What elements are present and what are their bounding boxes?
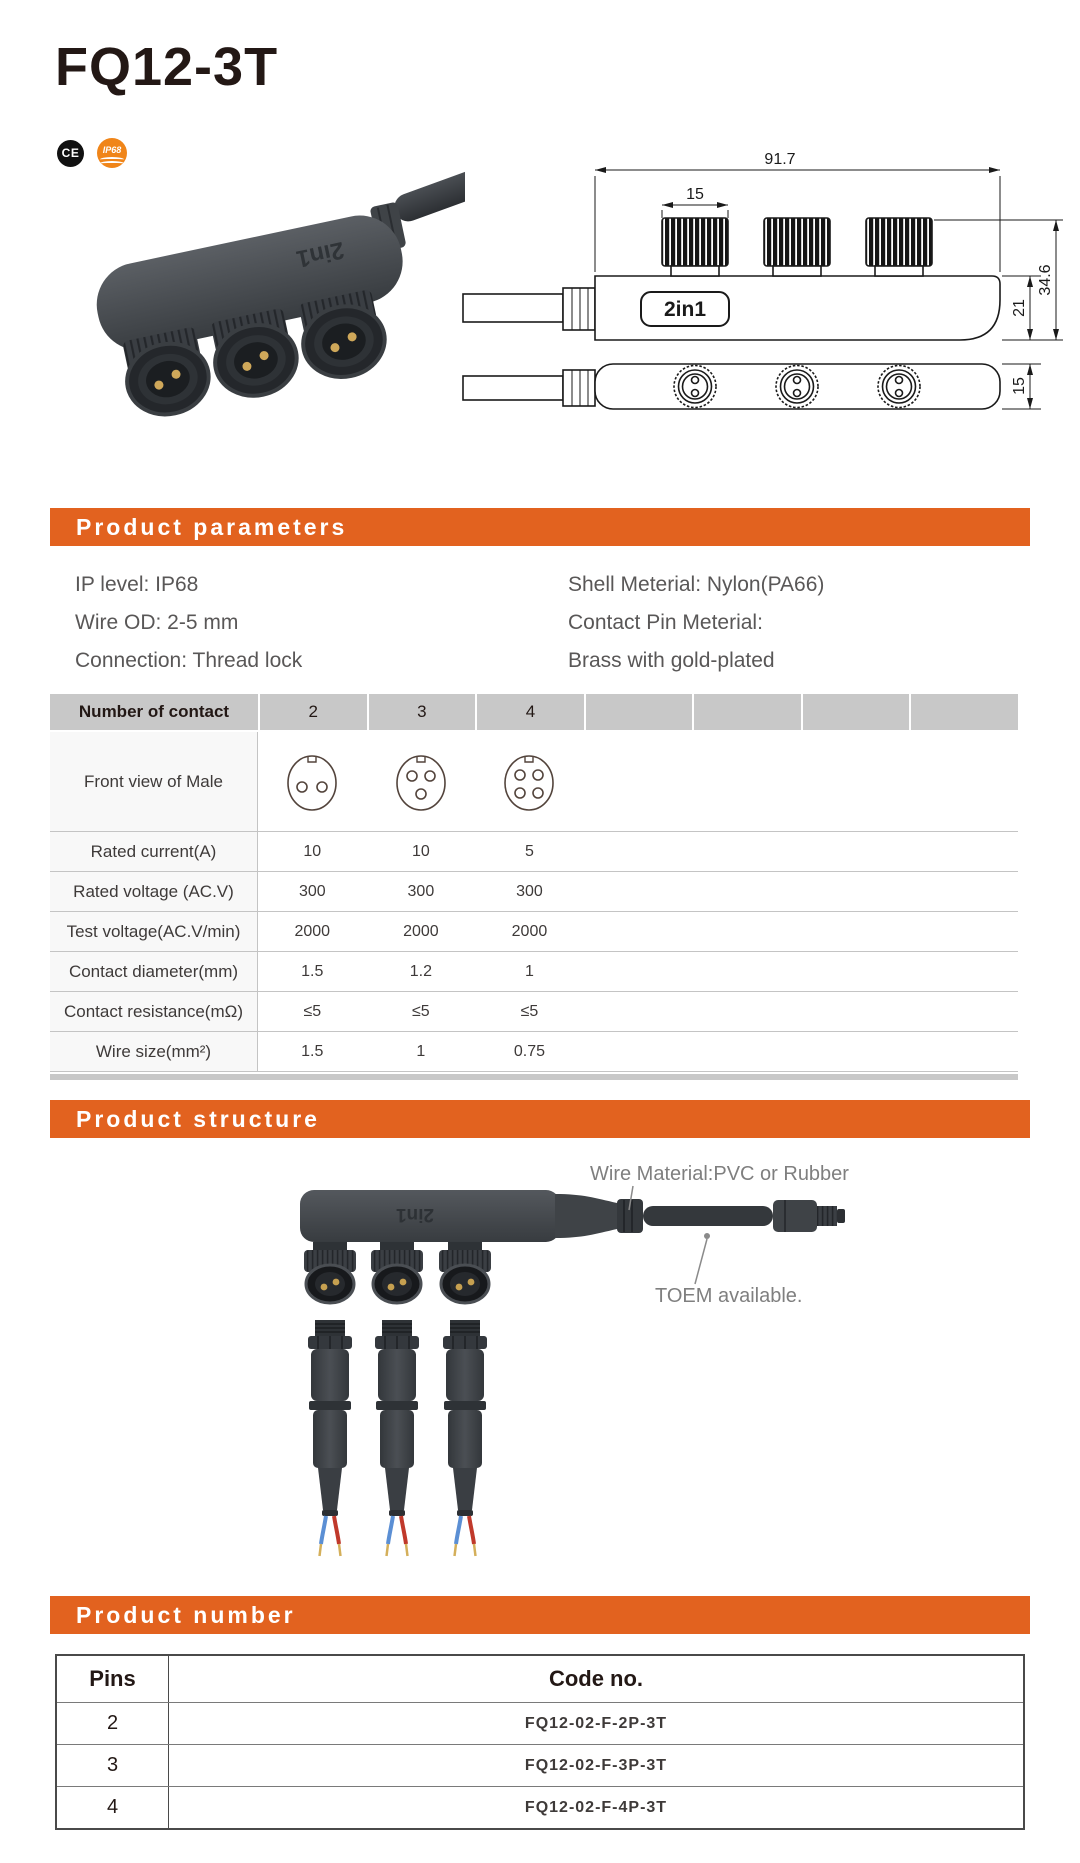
table-row <box>50 992 1018 1032</box>
empty-cell <box>584 832 693 871</box>
specs-left <box>75 566 302 680</box>
row-label: Contact diameter(mm) <box>50 952 258 991</box>
tip-cap <box>837 1209 845 1223</box>
row-label: Test voltage(AC.V/min) <box>50 912 258 951</box>
table-row <box>57 1702 1023 1744</box>
specs-right <box>568 566 824 680</box>
empty-cell <box>909 872 1018 911</box>
empty-cell <box>584 912 693 951</box>
empty-cell <box>909 992 1018 1031</box>
column-header-code: Code no. <box>548 1666 644 1691</box>
table-row <box>50 912 1018 952</box>
dim-side-height: 15 <box>1011 377 1028 395</box>
row-label: Rated voltage (AC.V) <box>50 872 258 911</box>
cell-value: ≤5 <box>412 1002 430 1020</box>
empty-cell <box>584 1032 693 1071</box>
female-port <box>371 1242 423 1303</box>
pins-value: 4 <box>57 1787 169 1828</box>
empty-cell <box>692 832 801 871</box>
pins-value: 2 <box>57 1703 169 1744</box>
cell-value: 10 <box>411 842 430 860</box>
empty-cell <box>692 992 801 1031</box>
2in1-label: 2in1 <box>663 298 707 321</box>
empty-cell <box>801 952 910 991</box>
empty-cell <box>801 872 910 911</box>
table-row <box>57 1744 1023 1786</box>
body-transition <box>555 1194 617 1238</box>
empty-cell <box>801 912 910 951</box>
cell-value: 300 <box>298 882 326 900</box>
certification-badges <box>57 138 127 168</box>
cell-value: 0.75 <box>513 1042 546 1060</box>
empty-cell <box>584 992 693 1031</box>
column-header-empty <box>586 694 693 730</box>
spec-line: Wire OD: 2-5 mm <box>75 611 239 634</box>
ce-icon: CE <box>57 140 84 167</box>
cell-value: 1.5 <box>301 962 324 980</box>
spec-line: Contact Pin Meterial: <box>568 611 763 634</box>
connector-body-3d <box>84 165 465 420</box>
strain-relief <box>563 370 595 406</box>
pin-diagram-4 <box>475 732 584 831</box>
embossed-2in1-label: 2in1 <box>293 235 347 273</box>
dim-overall-width: 91.7 <box>764 151 796 168</box>
dim-body-height: 21 <box>1011 299 1028 317</box>
product-number-table <box>55 1654 1025 1830</box>
bottom-view <box>463 364 1000 409</box>
table-row-front-view <box>50 732 1018 832</box>
empty-cell <box>692 952 801 991</box>
cell-value: ≤5 <box>520 1002 539 1020</box>
port <box>294 288 391 384</box>
section-header-structure: Product structure <box>50 1100 1030 1138</box>
empty-cell <box>909 952 1018 991</box>
empty-cell <box>801 832 910 871</box>
technical-drawing <box>445 148 1070 420</box>
cell-value: 5 <box>524 842 534 860</box>
row-label: Wire size(mm²) <box>50 1032 258 1071</box>
wire-material-note: Wire Material:PVC or Rubber <box>590 1163 849 1185</box>
empty-cell <box>801 992 910 1031</box>
female-port <box>304 1242 356 1303</box>
cell-value: 10 <box>303 842 322 860</box>
empty-cell <box>692 732 801 831</box>
leader-dot <box>704 1233 710 1239</box>
code-value: FQ12-02-F-4P-3T <box>524 1798 668 1816</box>
male-connector <box>308 1320 352 1556</box>
empty-cell <box>692 872 801 911</box>
empty-cell <box>801 1032 910 1071</box>
page-title: FQ12-3T <box>55 37 279 97</box>
cable <box>463 376 563 400</box>
cell-value: 1.2 <box>409 962 432 980</box>
code-value: FQ12-02-F-2P-3T <box>524 1714 668 1732</box>
empty-cell <box>801 732 910 831</box>
empty-cell <box>692 912 801 951</box>
code-value: FQ12-02-F-3P-3T <box>524 1756 668 1774</box>
port-face <box>776 366 818 408</box>
column-header-pins: Pins <box>57 1656 169 1702</box>
knob <box>662 218 728 276</box>
column-header: 3 <box>369 694 476 730</box>
port <box>206 307 303 403</box>
row-label: Contact resistance(mΩ) <box>50 992 258 1031</box>
side-view <box>463 218 1000 340</box>
section-header-number: Product number <box>50 1596 1030 1634</box>
dim-total-height: 34.6 <box>1037 264 1054 296</box>
empty-cell <box>692 1032 801 1071</box>
cell-value: 300 <box>407 882 435 900</box>
cell-value: 300 <box>516 882 543 900</box>
knob <box>764 218 830 276</box>
row-label: Front view of Male <box>50 732 258 831</box>
table-header-row <box>57 1656 1023 1702</box>
cell-value: 2000 <box>511 922 548 940</box>
table-row <box>50 1032 1018 1072</box>
column-header-empty <box>911 694 1018 730</box>
empty-cell <box>909 1032 1018 1071</box>
female-port <box>439 1242 491 1303</box>
empty-cell <box>584 732 693 831</box>
column-header: 2 <box>260 694 367 730</box>
parameters-table <box>50 694 1018 1080</box>
empty-cell <box>584 952 693 991</box>
pin-diagram-3 <box>367 732 476 831</box>
knob <box>866 218 932 276</box>
cell-value: 1.5 <box>301 1042 324 1060</box>
column-header: 4 <box>477 694 584 730</box>
thread-tip <box>817 1206 837 1226</box>
cable <box>463 294 563 322</box>
male-connector <box>375 1320 419 1556</box>
table-bottom-bar <box>50 1074 1018 1080</box>
port <box>118 326 215 420</box>
leader-line <box>695 1239 707 1284</box>
cell-value: 1 <box>416 1042 426 1060</box>
empty-cell <box>909 832 1018 871</box>
embossed-2in1-label: 2in1 <box>395 1204 435 1225</box>
table-row <box>50 832 1018 872</box>
row-label: Rated current(A) <box>50 832 258 871</box>
cell-value: 1 <box>524 962 534 980</box>
table-row <box>50 872 1018 912</box>
spec-line: Brass with gold-plated <box>568 649 775 672</box>
spec-line: Connection: Thread lock <box>75 649 303 672</box>
table-row <box>57 1786 1023 1828</box>
section-header-parameters: Product parameters <box>50 508 1030 546</box>
table-row <box>50 952 1018 992</box>
oem-note: TOEM available. <box>655 1285 803 1307</box>
structure-illustration <box>225 1150 890 1560</box>
port-face <box>878 366 920 408</box>
cell-value: ≤5 <box>303 1002 322 1020</box>
ip68-icon: IP68 <box>97 138 127 168</box>
cell-value: 2000 <box>294 922 331 940</box>
pins-value: 3 <box>57 1745 169 1786</box>
male-connector <box>443 1320 487 1556</box>
port-face <box>674 366 716 408</box>
male-tail-connector <box>773 1200 817 1232</box>
cable <box>643 1206 773 1226</box>
empty-cell <box>584 872 693 911</box>
pin-diagram-2 <box>258 732 367 831</box>
column-header-contacts: Number of contact <box>50 694 258 730</box>
empty-cell <box>909 912 1018 951</box>
column-header-empty <box>803 694 910 730</box>
column-header-empty <box>694 694 801 730</box>
dim-port-pitch: 15 <box>686 186 704 203</box>
cell-value: 2000 <box>403 922 439 940</box>
spec-line: Shell Meterial: Nylon(PA66) <box>568 573 825 596</box>
empty-cell <box>909 732 1018 831</box>
spec-line: IP level: IP68 <box>75 573 199 596</box>
strain-relief <box>563 288 595 330</box>
table-header-row <box>50 694 1018 730</box>
product-photo <box>55 165 465 420</box>
